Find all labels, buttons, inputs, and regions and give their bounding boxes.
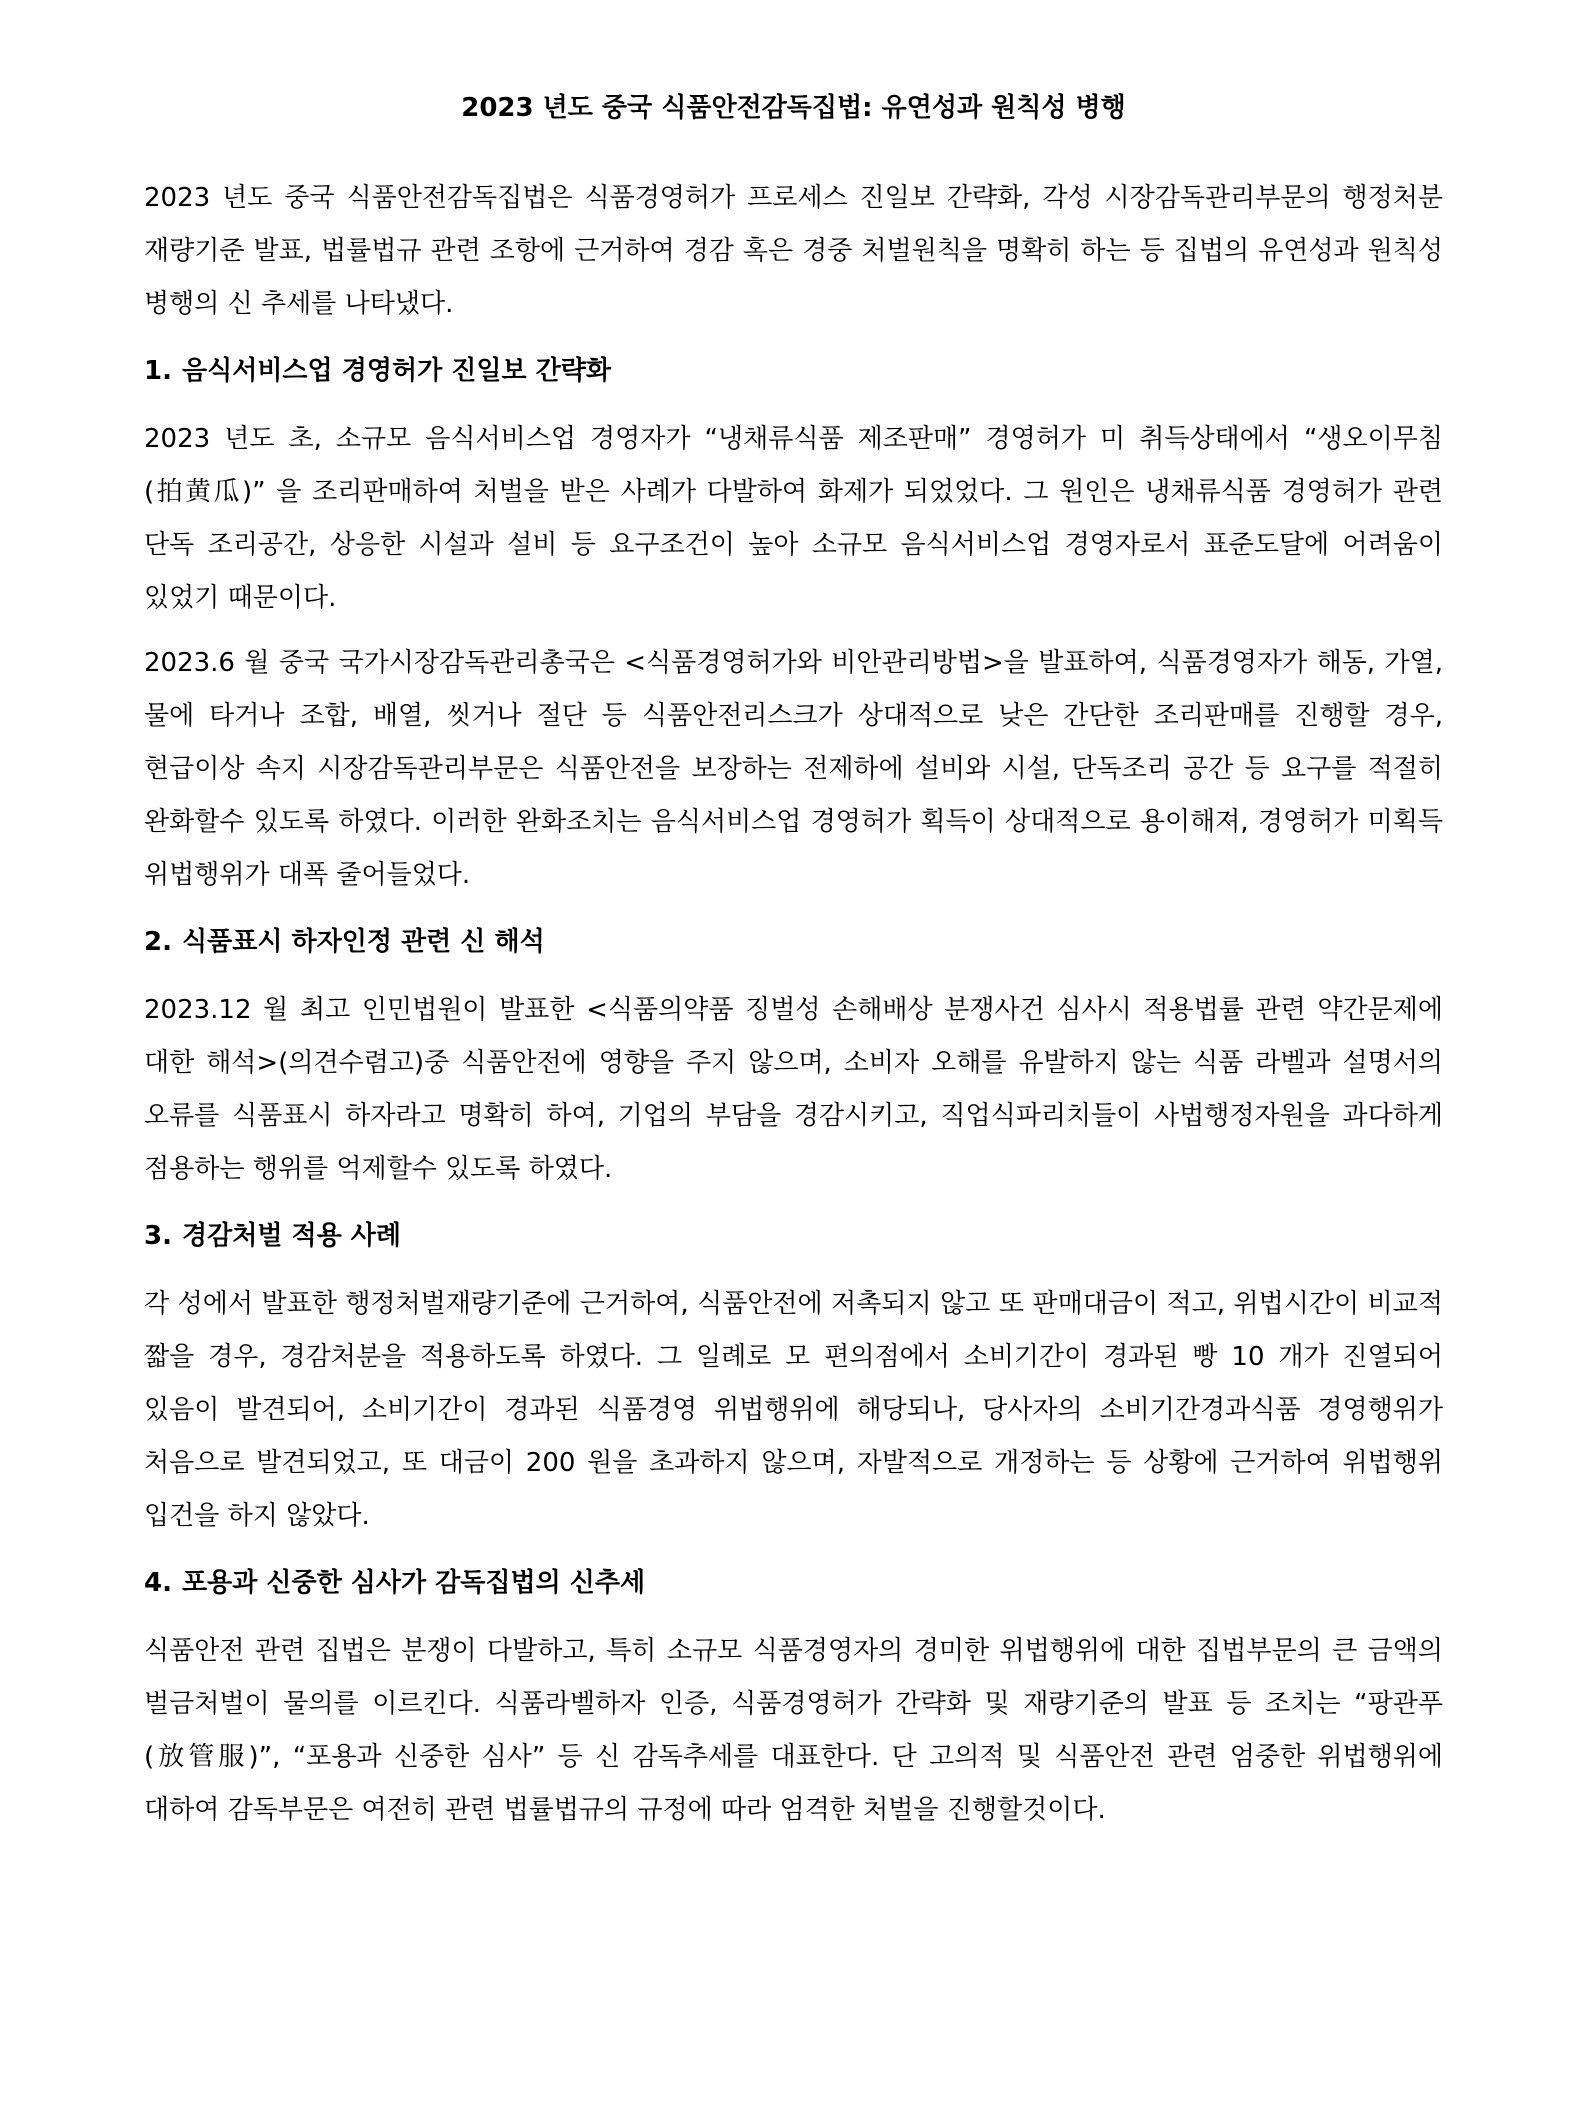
section-4-number: 4. xyxy=(144,1568,172,1598)
section-2-title: 식품표시 하자인정 관련 신 해석 xyxy=(181,927,545,957)
section-4-title: 포용과 신중한 심사가 감독집법의 신추세 xyxy=(181,1568,646,1598)
document-title: 2023 년도 중국 식품안전감독집법: 유연성과 원칙성 병행 xyxy=(461,93,1126,123)
section-3-title: 경감처벌 적용 사례 xyxy=(181,1221,402,1251)
section-1-number: 1. xyxy=(144,356,172,386)
section-1-title: 음식서비스업 경영허가 진일보 간략화 xyxy=(181,356,611,386)
section-1-paragraph-1: 2023 년도 초, 소규모 음식서비스업 경영자가 “냉채류식품 제조판매” 경영허가 미 취득상태에서 “생오이무침(拍黄瓜)” 을 조리판매하여 처벌을 받은 사례가 다발하여 화제가 되었었다. 그 원인은 냉채류식품 경영허가 관련 단독 조리공간, 상응한 시설과 설비 등 요구조건이 높아 소규모 음식서비스업 경영자로서 표준도달에 어려움이 있었기 때문이다. xyxy=(144,424,1443,613)
section-1-heading xyxy=(144,351,1443,391)
intro-paragraph: 2023 년도 중국 식품안전감독집법은 식품경영허가 프로세스 진일보 간략화, 각성 시장감독관리부문의 행정처분 재량기준 발표, 법률법규 관련 조항에 근거하여 경감 혹은 경중 처벌원칙을 명확히 하는 등 집법의 유연성과 원칙성 병행의 신 추세를 나타냈다. xyxy=(144,183,1443,319)
section-2-paragraph-1: 2023.12 월 최고 인민법원이 발표한 <식품의약품 징벌성 손해배상 분쟁사건 심사시 적용법률 관련 약간문제에 대한 해석>(의견수렴고)중 식품안전에 영향을 주지 않으며, 소비자 오해를 유발하지 않는 식품 라벨과 설명서의 오류를 식품표시 하자라고 명확히 하여, 기업의 부담을 경감시키고, 직업식파리치들이 사법행정자원을 과다하게 점용하는 행위를 억제할수 있도록 하였다. xyxy=(144,995,1443,1184)
section-1-paragraph-2: 2023.6 월 중국 국가시장감독관리총국은 <식품경영허가와 비안관리방법>을 발표하여, 식품경영자가 해동, 가열, 물에 타거나 조합, 배열, 씻거나 절단 등 식품안전리스크가 상대적으로 낮은 간단한 조리판매를 진행할 경우, 현급이상 속지 시장감독관리부문은 식품안전을 보장하는 전제하에 설비와 시설, 단독조리 공간 등 요구를 적절히 완화할수 있도록 하였다. 이러한 완화조치는 음식서비스업 경영허가 획득이 상대적으로 용이해져, 경영허가 미획득 위법행위가 대폭 줄어들었다. xyxy=(144,648,1443,890)
section-4-paragraph-1: 식품안전 관련 집법은 분쟁이 다발하고, 특히 소규모 식품경영자의 경미한 위법행위에 대한 집법부문의 큰 금액의 벌금처벌이 물의를 이르킨다. 식품라벨하자 인증, 식품경영허가 간략화 및 재량기준의 발표 등 조치는 “팡관푸(放管服)”, “포용과 신중한 심사” 등 신 감독추세를 대표한다. 단 고의적 및 식품안전 관련 엄중한 위법행위에 대하여 감독부문은 여전히 관련 법률법규의 규정에 따라 엄격한 처벌을 진행할것이다. xyxy=(144,1636,1443,1825)
section-4-heading xyxy=(144,1563,1443,1603)
section-3-number: 3. xyxy=(144,1221,172,1251)
section-2-number: 2. xyxy=(144,927,172,957)
section-3-heading xyxy=(144,1216,1443,1256)
section-3-paragraph-1: 각 성에서 발표한 행정처벌재량기준에 근거하여, 식품안전에 저촉되지 않고 또 판매대금이 적고, 위법시간이 비교적 짧을 경우, 경감처분을 적용하도록 하였다. 그 일례로 모 편의점에서 소비기간이 경과된 빵 10 개가 진열되어 있음이 발견되어, 소비기간이 경과된 식품경영 위법행위에 해당되나, 당사자의 소비기간경과식품 경영행위가 처음으로 발견되었고, 또 대금이 200 원을 초과하지 않으며, 자발적으로 개정하는 등 상황에 근거하여 위법행위 입건을 하지 않았다. xyxy=(144,1289,1443,1531)
section-2-heading xyxy=(144,922,1443,962)
